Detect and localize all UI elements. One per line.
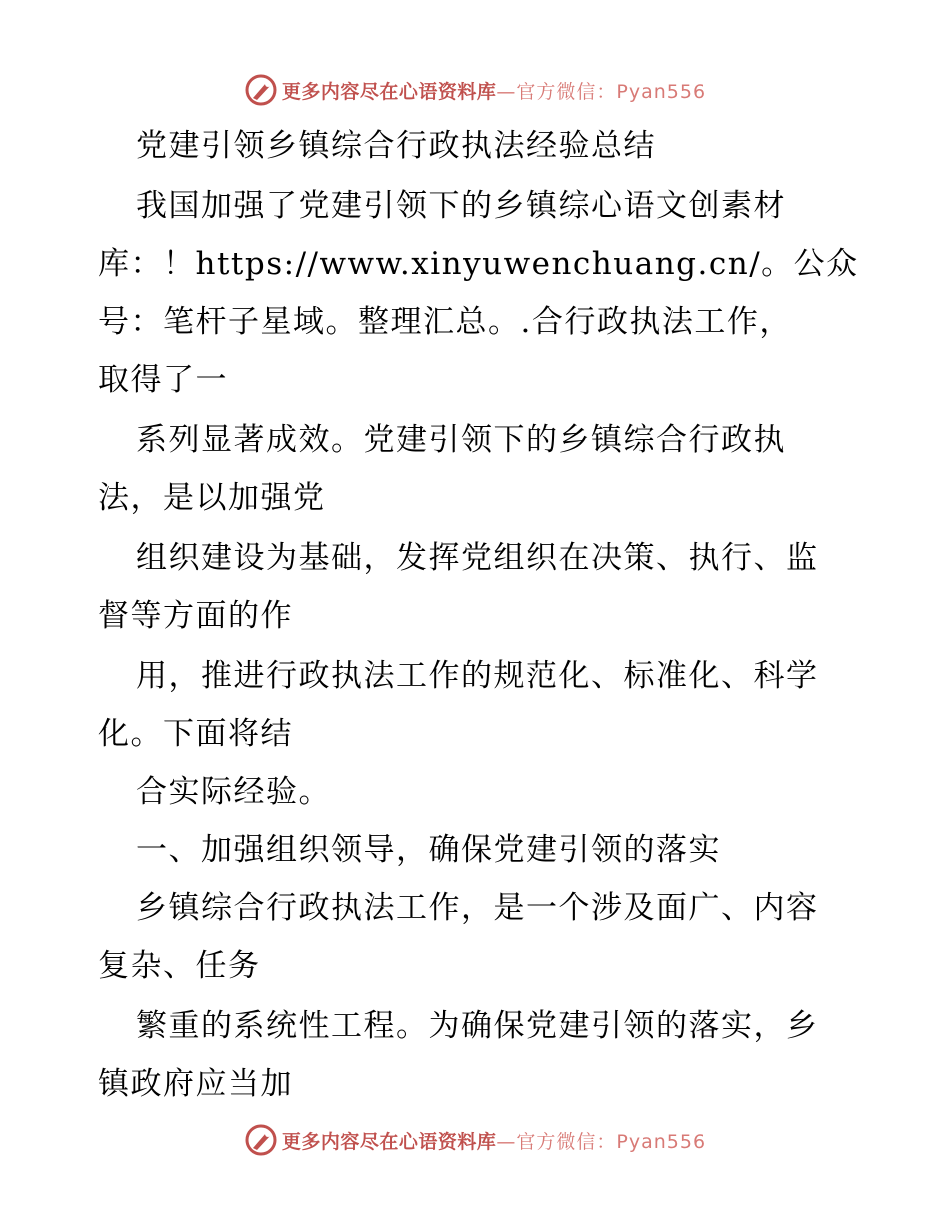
paragraph-line: 化。下面将结 [98,716,293,752]
paragraph-line: 组织建设为基础，发挥党组织在决策、执行、监 [136,540,819,576]
paragraph-line: 法，是以加强党 [98,480,326,516]
paragraph-line: 用，推进行政执法工作的规范化、标准化、科学 [136,658,819,694]
footer-watermark [0,1120,950,1160]
pen-logo-icon [244,73,278,107]
watermark-wechat-text: —官方微信：Pyan556 [496,1130,707,1153]
paragraph-line: 繁重的系统性工程。为确保党建引领的落实，乡 [136,1008,819,1044]
paragraph-line: 乡镇综合行政执法工作，是一个涉及面广、内容 [136,890,819,926]
pen-logo-icon [244,1123,278,1157]
watermark-wechat-text: —官方微信：Pyan556 [496,80,707,103]
paragraph-line: 号：笔杆子星域。整理汇总。.合行政执法工作， [98,304,792,340]
watermark-main-text: 更多内容尽在心语资料库 [281,80,497,103]
paragraph-line: 镇政府应当加 [98,1066,293,1102]
header-watermark [0,70,950,110]
paragraph-line: 库：！https://www.xinyuwenchuang.cn/。公众 [98,246,859,282]
document-title: 党建引领乡镇综合行政执法经验总结 [136,128,656,164]
paragraph-line: 复杂、任务 [98,948,261,984]
paragraph-line: 我国加强了党建引领下的乡镇综心语文创素材 [136,188,786,224]
paragraph-line: 系列显著成效。党建引领下的乡镇综合行政执 [136,422,786,458]
paragraph-line: 合实际经验。 [136,774,331,810]
paragraph-line: 督等方面的作 [98,598,293,634]
section-heading: 一、加强组织领导，确保党建引领的落实 [136,832,721,868]
paragraph-line: 取得了一 [98,362,228,398]
watermark-main-text: 更多内容尽在心语资料库 [281,1130,497,1153]
